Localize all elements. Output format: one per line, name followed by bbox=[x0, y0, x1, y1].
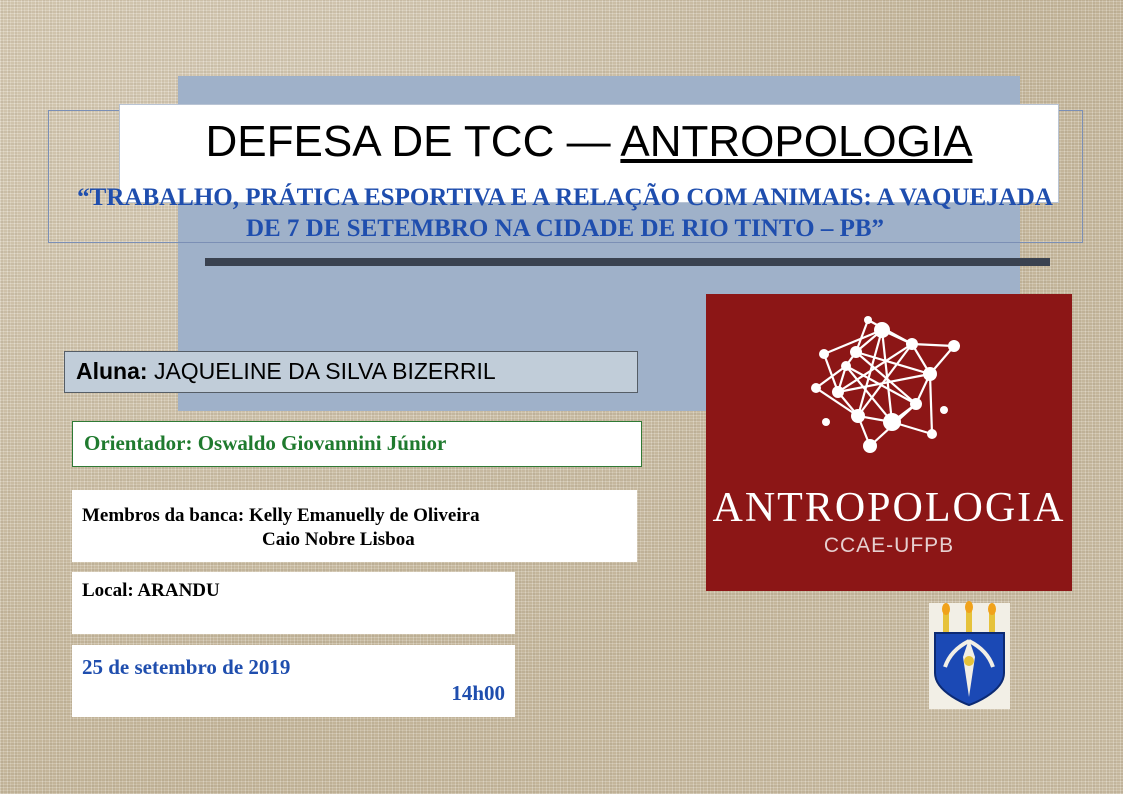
committee-member-second: Caio Nobre Lisboa bbox=[262, 529, 415, 550]
logo-title: ANTROPOLOGIA bbox=[712, 485, 1066, 531]
logo-subtitle: CCAE-UFPB bbox=[823, 534, 955, 557]
page-title-emphasis: ANTROPOLOGIA bbox=[620, 117, 973, 166]
student-name: JAQUELINE DA SILVA BIZERRIL bbox=[153, 358, 496, 384]
title-underline-bar bbox=[205, 258, 1050, 266]
page-title-main: DEFESA DE TCC — bbox=[205, 117, 621, 166]
time-line: 14h00 bbox=[451, 681, 505, 705]
page-subtitle: “TRABALHO, PRÁTICA ESPORTIVA E A RELAÇÃO COM ANIMAIS: A VAQUEJADA DE 7 DE SETEMBRO NA CIDADE DE RIO TINTO – PB” bbox=[77, 184, 1053, 242]
ufpb-crest-icon bbox=[927, 601, 1012, 711]
student-line bbox=[76, 358, 496, 385]
place-line: Local: ARANDU bbox=[82, 580, 220, 601]
student-label: Aluna: bbox=[76, 358, 154, 384]
advisor-line: Orientador: Oswaldo Giovannini Júnior bbox=[84, 431, 447, 455]
date-line: 25 de setembro de 2019 bbox=[82, 655, 291, 679]
anthropology-logo-card bbox=[706, 294, 1072, 591]
committee-member-first: Membros da banca: Kelly Emanuelly de Oliveira bbox=[82, 505, 480, 526]
network-nodes-icon bbox=[706, 300, 1072, 490]
page-title bbox=[119, 117, 1059, 167]
